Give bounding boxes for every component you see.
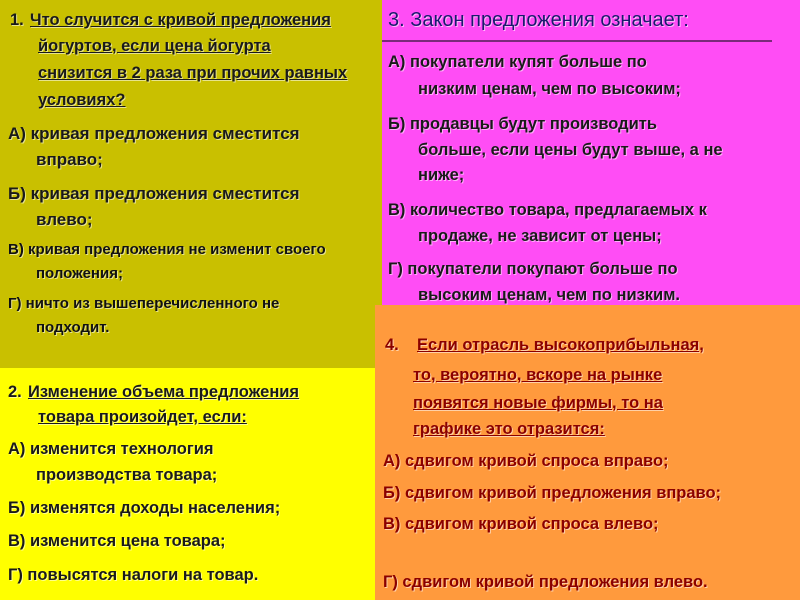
question-1-line-1: Что случится с кривой предложения [30,11,331,29]
question-2-number: 2. [8,383,22,401]
question-3-title: 3. Закон предложения означает: [388,9,689,31]
question-2-panel [0,368,382,600]
question-4-line-4: графике это отразится: [413,420,605,438]
question-1-line-2: йогуртов, если цена йогурта [38,37,271,55]
question-1-option-b-line-1: Б) кривая предложения сместится [8,184,300,203]
question-3-option-b-line-1: Б) продавцы будут производить [388,115,658,133]
question-4-line-2: то, вероятно, вскоре на рынке [413,366,663,384]
question-3-option-c-line-2: продаже, не зависит от цены; [418,227,662,245]
question-3-title-underline [382,40,772,42]
question-3-option-b-line-2: больше, если цены будут выше, а не [418,141,723,159]
question-2-option-d: Г) повысятся налоги на товар. [8,566,259,584]
question-4-number: 4. [385,336,399,354]
question-1-option-d-line-1: Г) ничто из вышеперечисленного не [8,295,280,312]
question-3-option-a-line-1: А) покупатели купят больше по [388,53,647,71]
question-1-option-d-line-2: подходит. [36,319,110,336]
question-1-number: 1. [10,11,24,29]
question-4-option-c: В) сдвигом кривой спроса влево; [383,515,659,533]
question-4-option-b: Б) сдвигом кривой предложения вправо; [383,484,722,502]
question-3-option-b-line-3: ниже; [418,166,465,184]
question-2-option-b: Б) изменятся доходы населения; [8,499,281,517]
question-4-line-3: появятся новые фирмы, то на [413,394,663,412]
question-4-option-d: Г) сдвигом кривой предложения влево. [383,573,708,591]
question-4-option-a: А) сдвигом кривой спроса вправо; [383,452,669,470]
question-1-line-4: условиях? [38,91,126,109]
question-4-line-1: Если отрасль высокоприбыльная, [417,336,704,354]
question-1-line-3: снизится в 2 раза при прочих равных [38,64,348,82]
question-2-line-2: товара произойдет, если: [38,408,247,426]
question-1-option-a-line-1: А) кривая предложения сместится [8,124,300,143]
question-3-panel [382,0,800,305]
question-2-option-a-line-1: А) изменится технология [8,440,214,458]
question-2-option-c: В) изменится цена товара; [8,532,226,550]
question-1-option-c-line-1: В) кривая предложения не изменит своего [8,241,326,258]
question-4-panel [375,305,800,600]
question-1-option-c-line-2: положения; [36,265,123,282]
question-3-option-a-line-2: низким ценам, чем по высоким; [418,80,681,98]
question-2-line-1: Изменение объема предложения [28,383,300,401]
question-1-panel [0,0,382,368]
question-1-option-b-line-2: влево; [36,210,93,229]
question-3-option-d-line-1: Г) покупатели покупают больше по [388,260,678,278]
question-2-option-a-line-2: производства товара; [36,466,218,484]
question-3-option-c-line-1: В) количество товара, предлагаемых к [388,201,707,219]
question-3-option-d-line-2: высоким ценам, чем по низким. [418,286,680,304]
question-1-option-a-line-2: вправо; [36,150,103,169]
